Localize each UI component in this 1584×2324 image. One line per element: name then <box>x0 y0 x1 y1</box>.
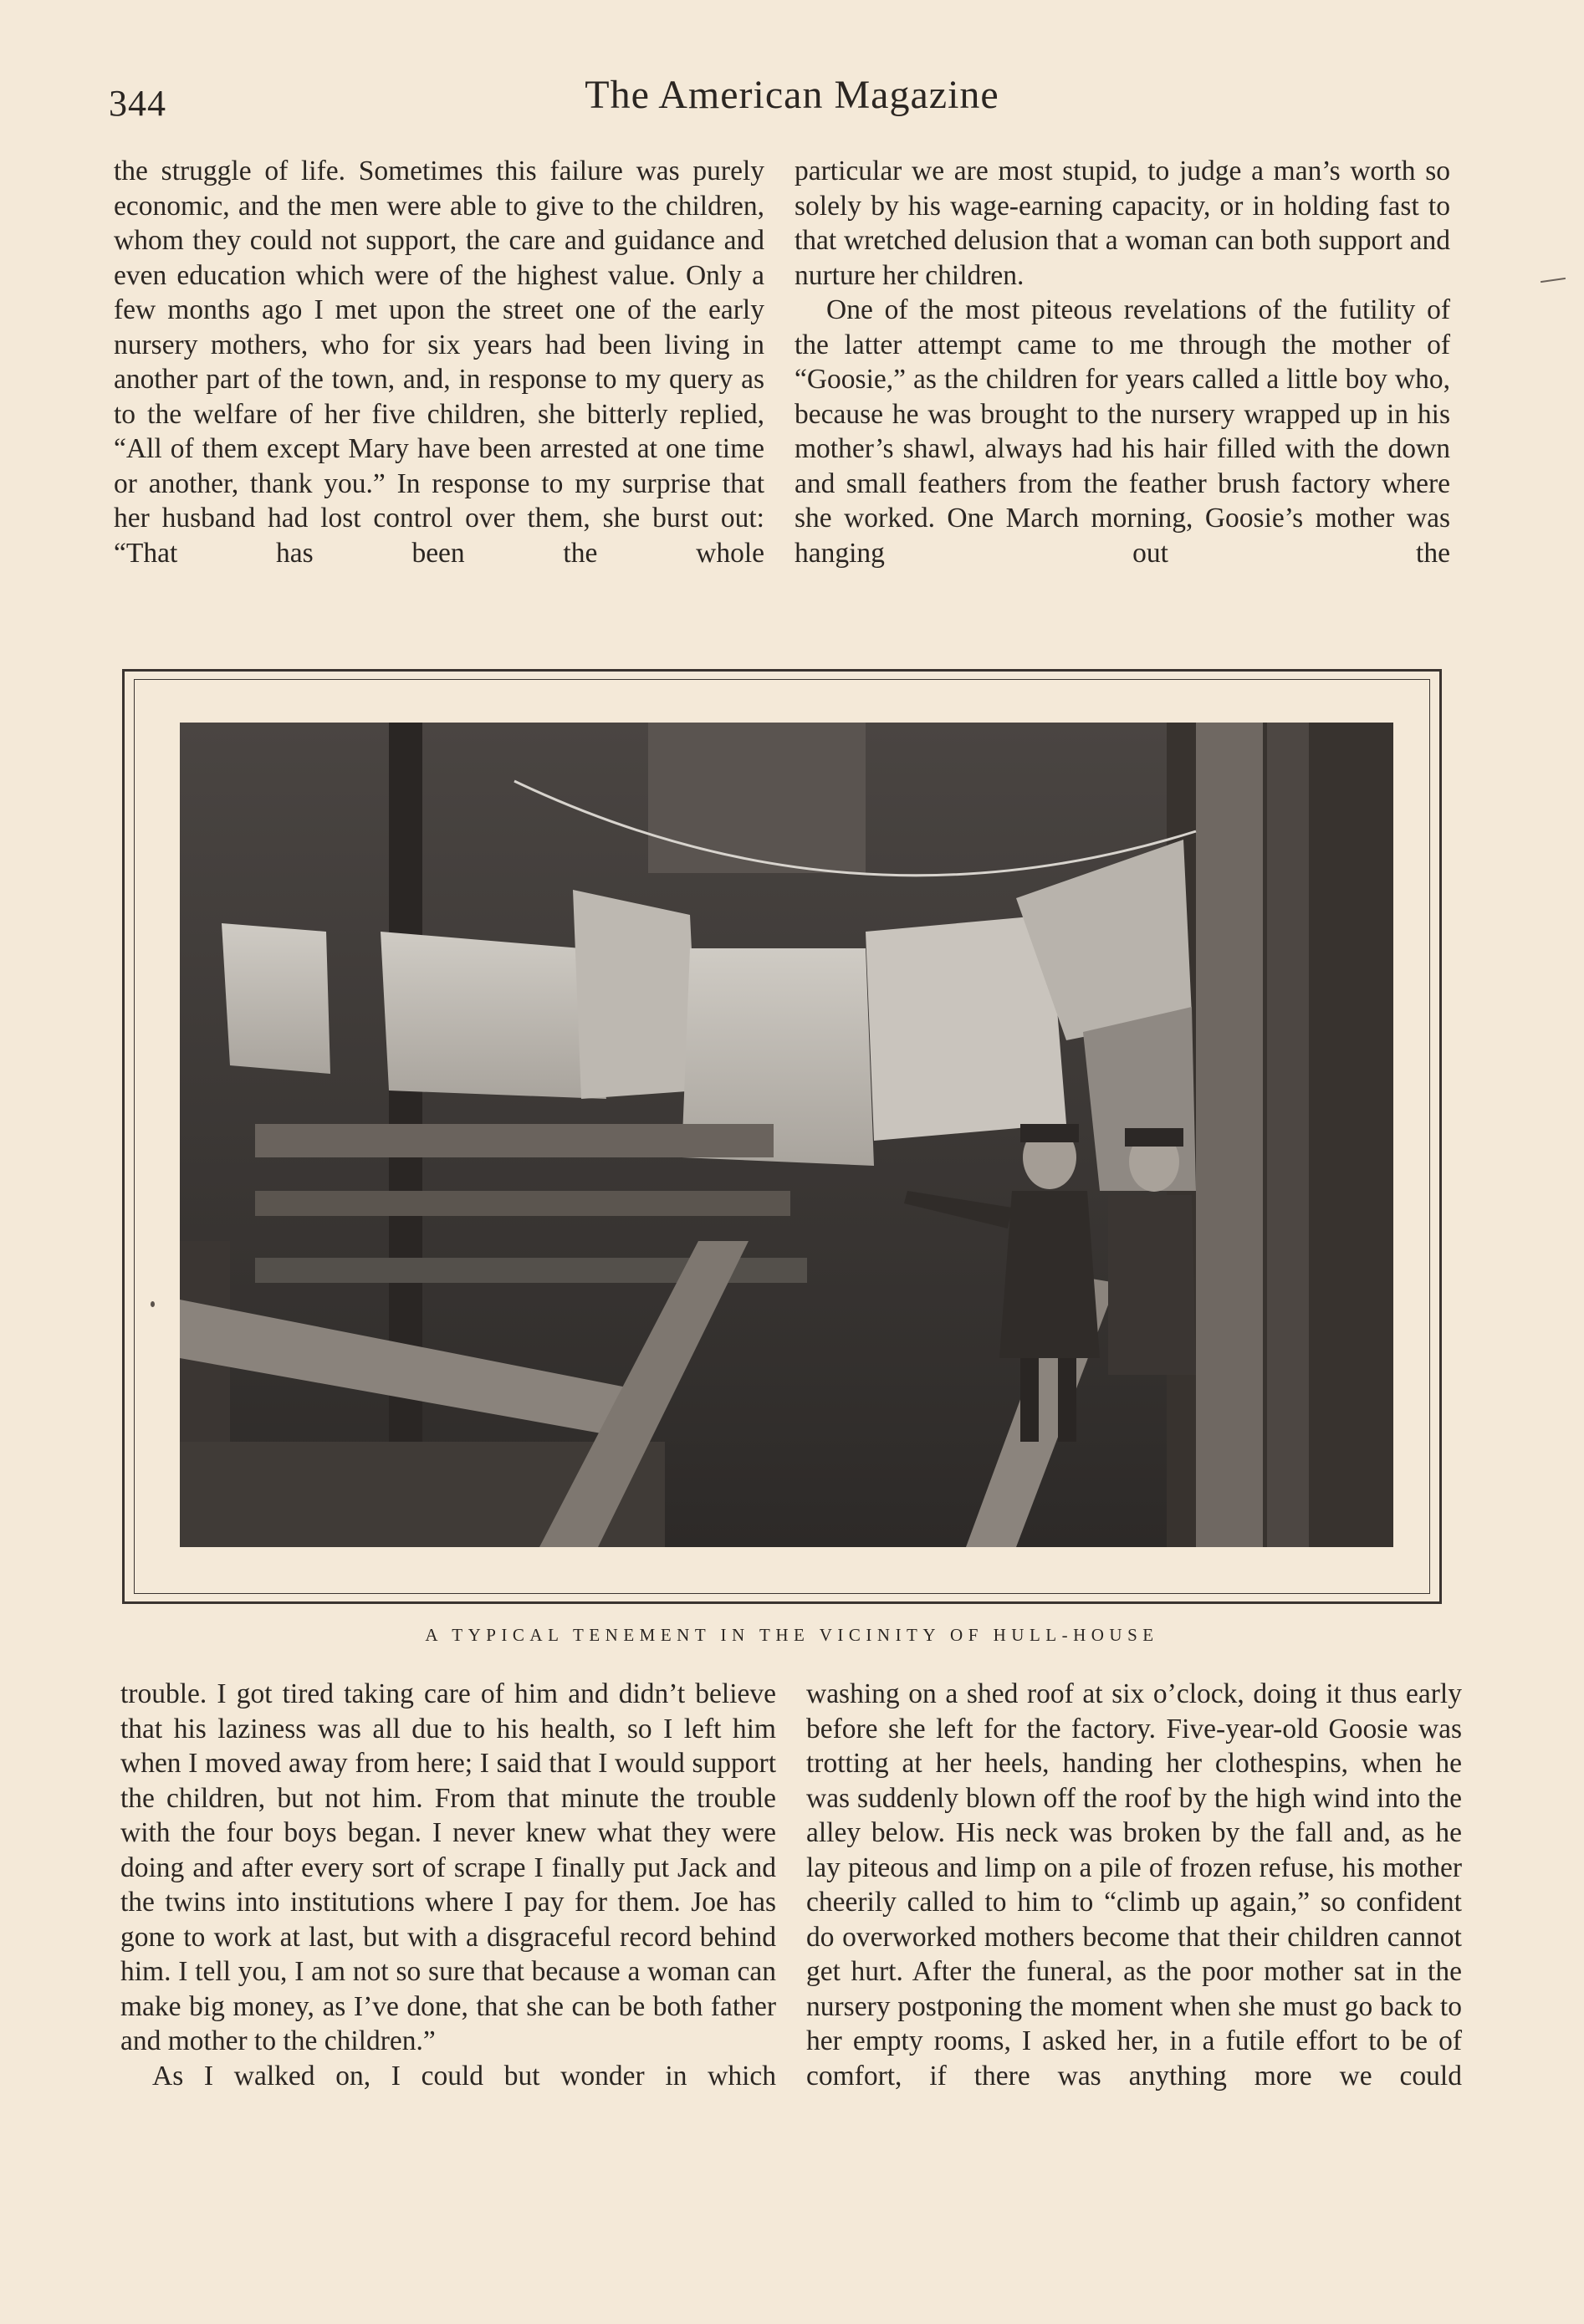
running-title: The American Magazine <box>585 73 999 117</box>
paragraph: One of the most piteous revelations of the futility of the latter attempt came to me through the mother of “Goosie,” as the children for years called a little boy who, because he was brought to the nursery wrapped up in his mother’s shawl, always had his hair filled with the down and small feathers from the feather brush factory where she worked. One March morning, Goosie’s mother was hanging out the <box>795 294 1450 569</box>
paragraph: trouble. I got tired taking care of him and didn’t believe that his laziness was all due to his health, so I left him when I moved away from here; I said that I would support the children, but not him. From that minute the trouble with the four boys began. I never knew what they were doing and after every sort of scrape I finally put Jack and the twins into institutions where I pay for them. Joe has gone to work at last, but with a disgraceful record behind him. I tell you, I am not so sure that because a woman can make big money, as I’ve done, that she can be both father and mother to the children.” <box>120 1678 776 2056</box>
paragraph: washing on a shed roof at six o’clock, doing it thus early before she left for the factory. Five-year-old Goosie was trotting at her heels, handing her clothespins, when he was suddenly blown off the roof by the high wind into the alley below. His neck was broken by the fall and, as he lay piteous and limp on a pile of frozen refuse, his mother cheerily called to him to “climb up again,” so confident do overworked mothers become that their children cannot get hurt. After the funeral, as the poor mother sat in the nursery postponing the moment when she must go back to her empty rooms, I asked her, in a futile effort to be of comfort, if there was anything more we could <box>806 1678 1462 2092</box>
tenement-photograph <box>180 723 1393 1547</box>
paragraph: As I walked on, I could but wonder in which <box>152 2060 776 2092</box>
column-top-right <box>795 154 1450 570</box>
column-bottom-right <box>806 1677 1462 2093</box>
tenement-photo-illustration <box>180 723 1393 1547</box>
margin-speck <box>151 1301 155 1307</box>
column-top-left <box>114 154 764 570</box>
paragraph: particular we are most stupid, to judge a man’s worth so solely by his wage-earning capacity, or in holding fast to that wretched delusion that a woman can both support and nurture her children. <box>795 156 1450 291</box>
column-bottom-left <box>120 1677 776 2093</box>
page-number: 344 <box>109 83 166 124</box>
paragraph: the struggle of life. Sometimes this failure was purely economic, and the men were able to give to the children, whom they could not support, the care and guidance and even education which were of the highest value. Only a few months ago I met upon the street one of the early nursery mothers, who for six years had been living in another part of the town, and, in response to my query as to the welfare of her five children, she bitterly replied, “All of them except Mary have been arrested at one time or another, thank you.” In response to my surprise that her husband had lost control over them, she burst out: “That has been the whole <box>114 156 764 569</box>
figure-caption: A TYPICAL TENEMENT IN THE VICINITY OF HULL-HOUSE <box>425 1625 1159 1645</box>
margin-mark <box>1541 278 1566 283</box>
